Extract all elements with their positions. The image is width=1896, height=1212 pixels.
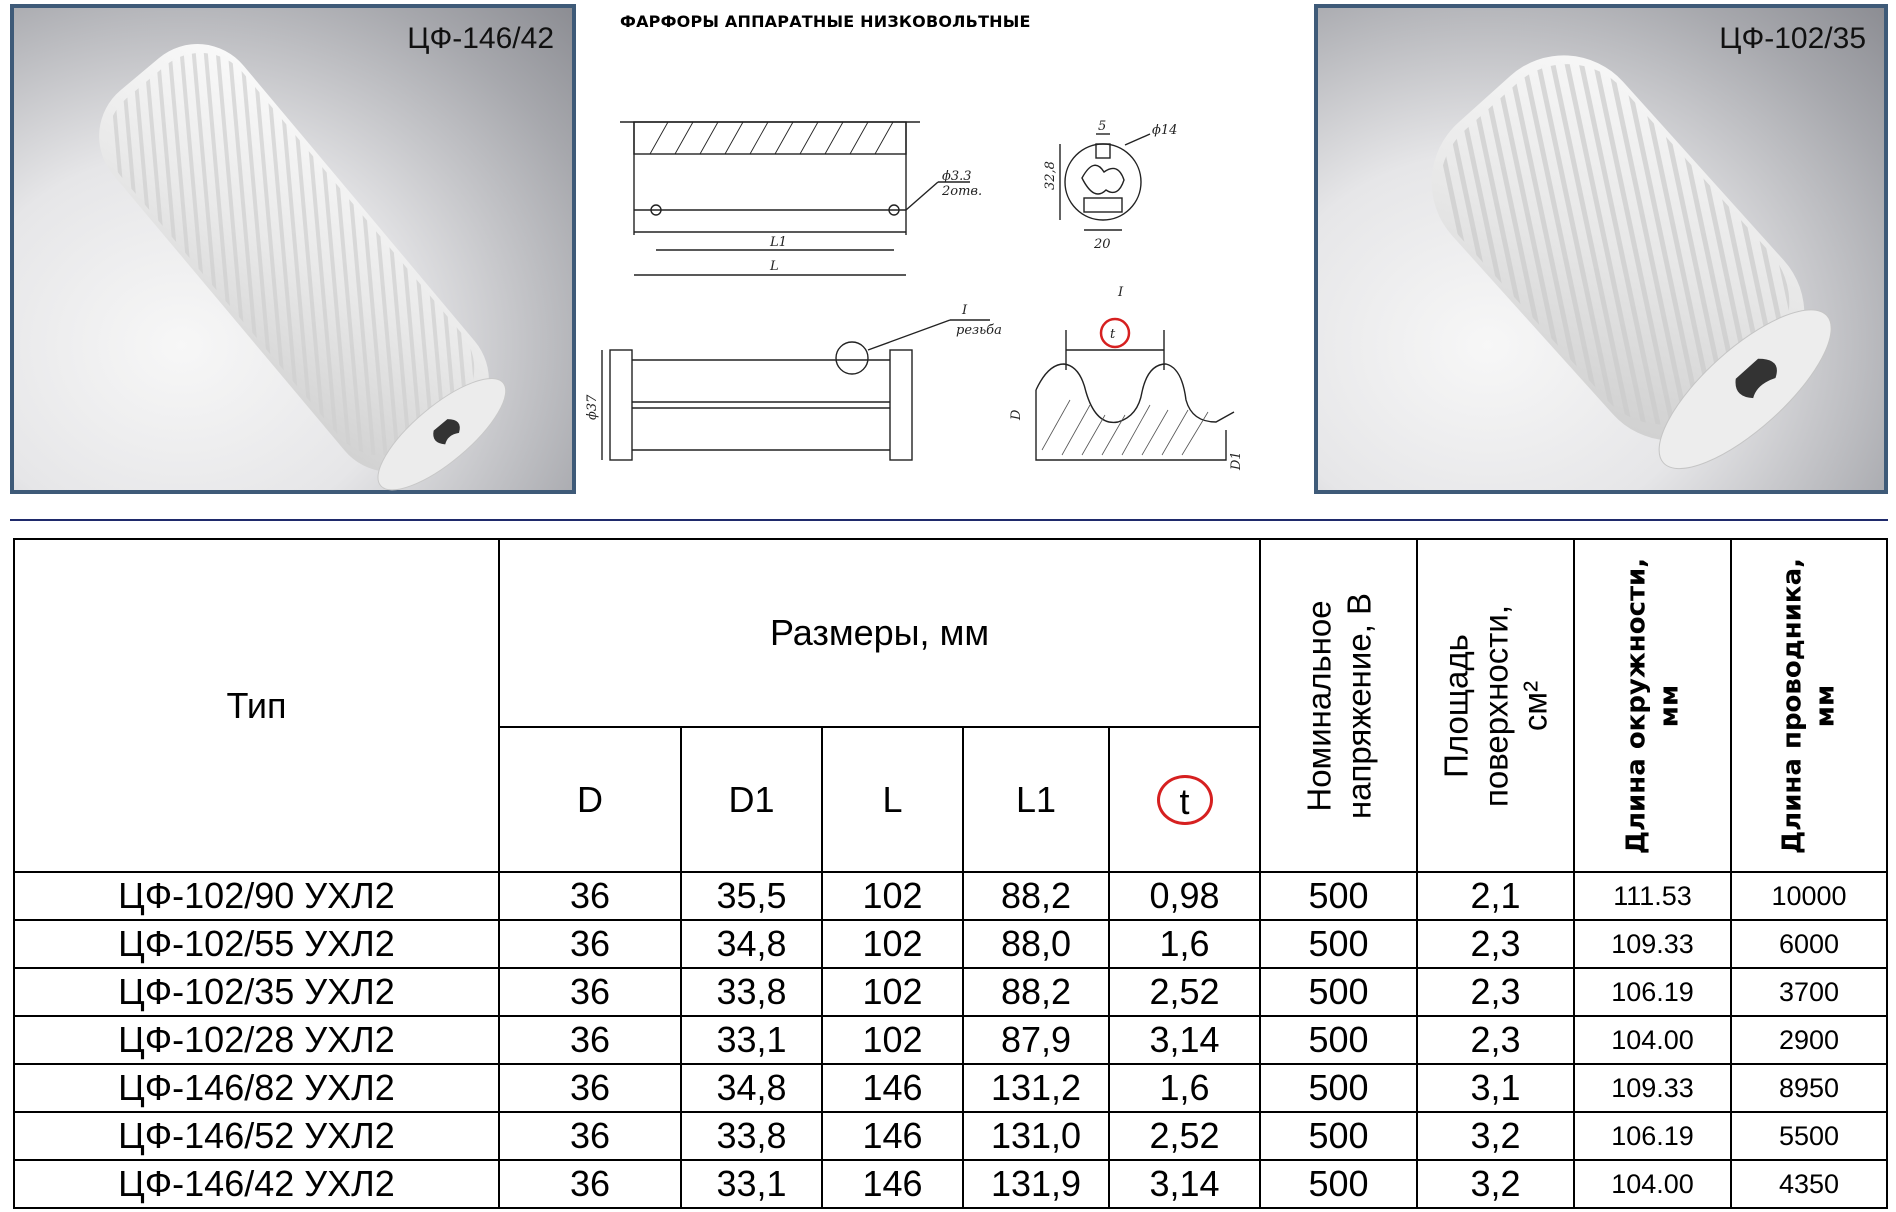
cell-area: 2,3 — [1417, 1016, 1574, 1064]
header-col-D1: D1 — [681, 727, 822, 872]
cell-D1: 34,8 — [681, 1064, 822, 1112]
cell-cond: 4350 — [1731, 1160, 1887, 1208]
cell-D: 36 — [499, 1112, 681, 1160]
photo-label-right: ЦФ-102/35 — [1719, 22, 1866, 55]
cell-type: ЦФ-146/42 УХЛ2 — [14, 1160, 499, 1208]
dim-detail-ref: I — [962, 303, 968, 318]
cell-D: 36 — [499, 968, 681, 1016]
cell-L: 102 — [822, 1016, 963, 1064]
cell-voltage: 500 — [1260, 1112, 1417, 1160]
cell-area: 3,2 — [1417, 1112, 1574, 1160]
header-conductor: Длина проводника, мм — [1731, 539, 1887, 872]
spec-table — [13, 538, 1888, 1209]
dim-D1: D1 — [1229, 451, 1244, 470]
cell-L: 146 — [822, 1064, 963, 1112]
cell-t: 1,6 — [1109, 920, 1260, 968]
cell-type: ЦФ-102/55 УХЛ2 — [14, 920, 499, 968]
technical-drawing — [585, 50, 1280, 490]
cell-area: 2,3 — [1417, 920, 1574, 968]
cell-area: 3,1 — [1417, 1064, 1574, 1112]
cell-D1: 33,1 — [681, 1016, 822, 1064]
cell-type: ЦФ-102/35 УХЛ2 — [14, 968, 499, 1016]
cell-D: 36 — [499, 1064, 681, 1112]
dim-l1: L1 — [770, 235, 787, 250]
cell-cond: 3700 — [1731, 968, 1887, 1016]
cell-D1: 34,8 — [681, 920, 822, 968]
dim-width-20: 20 — [1094, 237, 1111, 252]
cell-circ: 106.19 — [1574, 968, 1731, 1016]
detail-label: I — [1118, 285, 1124, 300]
cell-circ: 106.19 — [1574, 1112, 1731, 1160]
divider-line — [10, 519, 1888, 521]
header-circumference: Длина окружности, мм — [1574, 539, 1731, 872]
header-col-L: L — [822, 727, 963, 872]
header-col-D: D — [499, 727, 681, 872]
header-col-t — [1109, 727, 1260, 872]
cell-t: 2,52 — [1109, 968, 1260, 1016]
table-row — [14, 1064, 1887, 1112]
cell-area: 2,1 — [1417, 872, 1574, 920]
cell-L1: 131,2 — [963, 1064, 1109, 1112]
cell-voltage: 500 — [1260, 1016, 1417, 1064]
header-voltage: Номинальное напряжение, В — [1260, 539, 1417, 872]
cell-area: 2,3 — [1417, 968, 1574, 1016]
cell-voltage: 500 — [1260, 1160, 1417, 1208]
cell-type: ЦФ-102/90 УХЛ2 — [14, 872, 499, 920]
cell-circ: 111.53 — [1574, 872, 1731, 920]
dim-outer-diameter: ϕ37 — [585, 394, 600, 420]
cell-cond: 6000 — [1731, 920, 1887, 968]
cell-D1: 33,8 — [681, 1112, 822, 1160]
product-photo-left — [10, 4, 576, 494]
cell-t: 0,98 — [1109, 872, 1260, 920]
dim-D: D — [1009, 409, 1024, 420]
product-photo-right — [1314, 4, 1888, 494]
cell-voltage: 500 — [1260, 872, 1417, 920]
cell-circ: 109.33 — [1574, 1064, 1731, 1112]
cell-circ: 104.00 — [1574, 1016, 1731, 1064]
dim-slot-width: 5 — [1098, 119, 1107, 134]
document-title: ФАРФОРЫ АППАРАТНЫЕ НИЗКОВОЛЬТНЫЕ — [620, 12, 1031, 31]
cell-type: ЦФ-146/82 УХЛ2 — [14, 1064, 499, 1112]
cell-t: 2,52 — [1109, 1112, 1260, 1160]
photo-label-left: ЦФ-146/42 — [407, 22, 554, 55]
cell-L: 102 — [822, 968, 963, 1016]
table-body — [14, 872, 1887, 1208]
cell-L1: 88,2 — [963, 968, 1109, 1016]
cell-D1: 33,8 — [681, 968, 822, 1016]
cell-D: 36 — [499, 1160, 681, 1208]
t-circled-label: t — [1157, 775, 1213, 825]
dim-hole-diameter: ϕ3.3 — [942, 169, 972, 184]
cell-L: 102 — [822, 920, 963, 968]
cell-L1: 88,0 — [963, 920, 1109, 968]
ceramic-cylinder-illustration — [1318, 8, 1884, 492]
cell-cond: 5500 — [1731, 1112, 1887, 1160]
header-dimensions: Размеры, мм — [499, 539, 1260, 727]
table-row — [14, 872, 1887, 920]
cell-L: 146 — [822, 1160, 963, 1208]
cell-circ: 109.33 — [1574, 920, 1731, 968]
table-row — [14, 1016, 1887, 1064]
cell-type: ЦФ-146/52 УХЛ2 — [14, 1112, 499, 1160]
ceramic-cylinder-illustration — [14, 8, 574, 492]
cell-voltage: 500 — [1260, 968, 1417, 1016]
header-area: Площадь поверхности, см² — [1417, 539, 1574, 872]
cell-t: 1,6 — [1109, 1064, 1260, 1112]
dim-holes: 2отв. — [942, 184, 983, 199]
cell-L: 102 — [822, 872, 963, 920]
cell-voltage: 500 — [1260, 1064, 1417, 1112]
cell-circ: 104.00 — [1574, 1160, 1731, 1208]
cell-area: 3,2 — [1417, 1160, 1574, 1208]
dim-thread: резьба — [956, 323, 1002, 338]
table-row — [14, 920, 1887, 968]
cell-L1: 87,9 — [963, 1016, 1109, 1064]
cell-t: 3,14 — [1109, 1016, 1260, 1064]
dim-pitch: t — [1110, 327, 1116, 342]
cell-t: 3,14 — [1109, 1160, 1260, 1208]
dim-inner-diameter: ϕ14 — [1152, 123, 1178, 138]
cell-cond: 8950 — [1731, 1064, 1887, 1112]
cell-type: ЦФ-102/28 УХЛ2 — [14, 1016, 499, 1064]
cell-D: 36 — [499, 920, 681, 968]
dim-l: L — [770, 259, 779, 274]
header-col-L1: L1 — [963, 727, 1109, 872]
cell-cond: 2900 — [1731, 1016, 1887, 1064]
cell-L1: 131,0 — [963, 1112, 1109, 1160]
cell-D1: 33,1 — [681, 1160, 822, 1208]
table-row — [14, 1160, 1887, 1208]
cell-L1: 88,2 — [963, 872, 1109, 920]
table-row — [14, 968, 1887, 1016]
dim-height: 32,8 — [1043, 161, 1058, 190]
cell-cond: 10000 — [1731, 872, 1887, 920]
cell-D1: 35,5 — [681, 872, 822, 920]
cell-L1: 131,9 — [963, 1160, 1109, 1208]
table-row — [14, 1112, 1887, 1160]
header-type: Тип — [14, 539, 499, 872]
cell-D: 36 — [499, 872, 681, 920]
cell-L: 146 — [822, 1112, 963, 1160]
cell-D: 36 — [499, 1016, 681, 1064]
cell-voltage: 500 — [1260, 920, 1417, 968]
